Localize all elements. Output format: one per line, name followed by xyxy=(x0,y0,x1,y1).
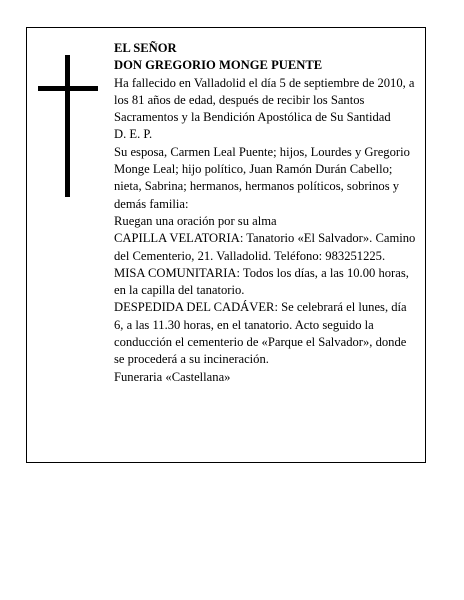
farewell-info: DESPEDIDA DEL CADÁVER: Se celebrará el lunes, día 6, a las 11.30 horas, en el tanatorio. Acto seguido la conducción el cementerio de «Parque el Salvador», donde se procederá a su incineración. xyxy=(114,300,407,367)
deceased-name: DON GREGORIO MONGE PUENTE xyxy=(114,58,323,73)
mass-info: MISA COMUNITARIA: Todos los días, a las 10.00 horas, en la capilla del tanatorio. xyxy=(114,265,409,298)
death-announcement: Ha fallecido en Valladolid el día 5 de septiembre de 2010, a los 81 años de edad, después de recibir los Santos Sacramentos y la Bendición Apostólica de Su Santidad xyxy=(114,75,415,125)
cross-vertical-bar xyxy=(65,55,70,197)
family-list: Su esposa, Carmen Leal Puente; hijos, Lourdes y Gregorio Monge Leal; hijo político, Juan Ramón Durán Cabello; nieta, Sabrina; hermanos, hermanos políticos, sobrinos y demás familia: xyxy=(114,144,410,211)
obituary-text xyxy=(114,40,419,386)
notice-title: EL SEÑOR xyxy=(114,41,177,55)
rest-in-peace: D. E. P. xyxy=(114,127,153,142)
prayer-request: Ruegan una oración por su alma xyxy=(114,213,277,228)
funeral-home: Funeraria «Castellana» xyxy=(114,369,231,384)
latin-cross-icon xyxy=(38,55,98,197)
cross-horizontal-bar xyxy=(38,86,98,91)
chapel-info: CAPILLA VELATORIA: Tanatorio «El Salvador». Camino del Cementerio, 21. Valladolid. Teléfono: 983251225. xyxy=(114,231,416,263)
